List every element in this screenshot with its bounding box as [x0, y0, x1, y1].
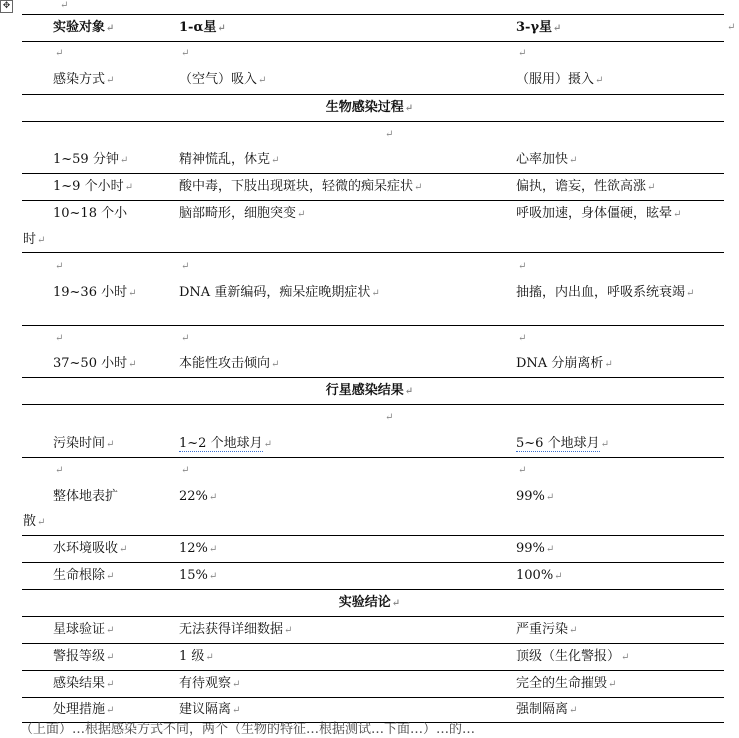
conclusion-row-2-a: 1 级↵ [179, 649, 214, 664]
method-b: （服用）摄入↵ [516, 72, 604, 87]
section-title-process: 生物感染过程↵ [325, 100, 414, 115]
rule-top [22, 14, 724, 15]
process-row-1-b: 心率加快↵ [516, 152, 578, 167]
paragraph-mark: ↵ [181, 48, 190, 59]
body-text-cutoff: （上面）…根据感染方式不同，两个（生物的特征…根据测试…下面…）…的… [20, 722, 476, 737]
process-row-5-b: DNA 分崩离析↵ [516, 356, 613, 371]
conclusion-row-3-b: 完全的生命摧毁↵ [516, 676, 617, 691]
process-row-4-a: DNA 重新编码，痴呆症晚期症状↵ [179, 285, 380, 300]
paragraph-mark: ↵ [518, 333, 527, 344]
paragraph-mark: ↵ [55, 465, 64, 476]
header-col-a: 1-α星↵ [179, 20, 226, 35]
rule-r2 [22, 200, 724, 201]
process-row-2-b: 偏执，谵妄，性欲高涨↵ [516, 179, 656, 194]
paragraph-mark: ↵ [518, 465, 527, 476]
result-row-4-b: 100%↵ [516, 568, 563, 583]
paragraph-mark: ↵ [55, 48, 64, 59]
rule-r3 [22, 252, 724, 253]
process-row-1-time: 1~59 分钟↵ [53, 152, 129, 167]
process-row-4-time: 19~36 小时↵ [53, 285, 137, 300]
paragraph-mark: ↵ [181, 261, 190, 272]
rule-sec2 [22, 404, 724, 405]
rule-c1 [22, 643, 724, 644]
result-row-2-label: 整体地表扩 [53, 489, 119, 504]
process-row-3-time-wrap: 时↵ [23, 232, 46, 247]
paragraph-mark: ↵ [518, 261, 527, 272]
rule-c3 [22, 697, 724, 698]
process-row-3-time: 10~18 个小 [53, 206, 128, 221]
rule-header [22, 41, 724, 42]
result-row-4-label: 生命根除↵ [53, 568, 115, 583]
result-row-1-a: 1~2 个地球月↵ [179, 436, 272, 451]
rule-sec1 [22, 121, 724, 122]
process-row-2-a: 酸中毒，下肢出现斑块，轻微的痴呆症状↵ [179, 179, 423, 194]
conclusion-row-3-a: 有待观察↵ [179, 676, 241, 691]
paragraph-mark: ↵ [727, 22, 736, 33]
conclusion-row-4-a: 建议隔离↵ [179, 702, 241, 717]
conclusion-row-3-label: 感染结果↵ [53, 676, 115, 691]
process-row-1-a: 精神慌乱，休克↵ [179, 152, 280, 167]
conclusion-row-4-b: 强制隔离↵ [516, 702, 578, 717]
conclusion-row-1-label: 星球验证↵ [53, 622, 115, 637]
conclusion-row-2-b: 顶级（生化警报）↵ [516, 649, 630, 664]
rule-sec3 [22, 616, 724, 617]
rule-res4 [22, 589, 724, 590]
paragraph-mark: ↵ [60, 0, 69, 11]
paragraph-mark: ↵ [518, 48, 527, 59]
result-row-2-label-wrap: 散↵ [23, 514, 46, 529]
process-row-5-a: 本能性攻击倾向↵ [179, 356, 280, 371]
result-row-3-label: 水环境吸收↵ [53, 541, 128, 556]
paragraph-mark: ↵ [181, 333, 190, 344]
paragraph-mark: ↵ [385, 129, 394, 140]
header-col-b: 3-γ星↵ [516, 20, 562, 35]
header-col-object: 实验对象↵ [53, 20, 115, 35]
rule-r1 [22, 173, 724, 174]
rule-res3 [22, 562, 724, 563]
process-row-5-time: 37~50 小时↵ [53, 356, 137, 371]
rule-res1 [22, 457, 724, 458]
conclusion-row-1-b: 严重污染↵ [516, 622, 578, 637]
move-anchor-icon[interactable]: ✥ [0, 0, 13, 13]
conclusion-row-1-a: 无法获得详细数据↵ [179, 622, 293, 637]
rule-res2 [22, 535, 724, 536]
section-title-conclusion: 实验结论↵ [338, 595, 401, 610]
section-title-result: 行星感染结果↵ [325, 383, 414, 398]
process-row-3-a: 脑部畸形，细胞突变↵ [179, 206, 306, 221]
paragraph-mark: ↵ [55, 333, 64, 344]
rule-c2 [22, 670, 724, 671]
conclusion-row-2-label: 警报等级↵ [53, 649, 115, 664]
result-row-2-b: 99%↵ [516, 489, 555, 504]
result-row-1-label: 污染时间↵ [53, 436, 115, 451]
paragraph-mark: ↵ [55, 261, 64, 272]
result-row-1-b: 5~6 个地球月↵ [516, 436, 609, 451]
rule-r4 [22, 325, 724, 326]
paragraph-mark: ↵ [181, 465, 190, 476]
conclusion-row-4-label: 处理措施↵ [53, 702, 115, 717]
method-a: （空气）吸入↵ [179, 72, 267, 87]
result-row-3-a: 12%↵ [179, 541, 218, 556]
process-row-2-time: 1~9 个小时↵ [53, 179, 133, 194]
rule-r5 [22, 377, 724, 378]
process-row-4-b: 抽搐，内出血，呼吸系统衰竭↵ [516, 285, 695, 300]
rule-method [22, 94, 724, 95]
result-row-4-a: 15%↵ [179, 568, 218, 583]
process-row-3-b: 呼吸加速，身体僵硬，眩晕↵ [516, 206, 682, 221]
paragraph-mark: ↵ [385, 412, 394, 423]
result-row-2-a: 22%↵ [179, 489, 218, 504]
result-row-3-b: 99%↵ [516, 541, 555, 556]
method-label: 感染方式↵ [53, 72, 115, 87]
